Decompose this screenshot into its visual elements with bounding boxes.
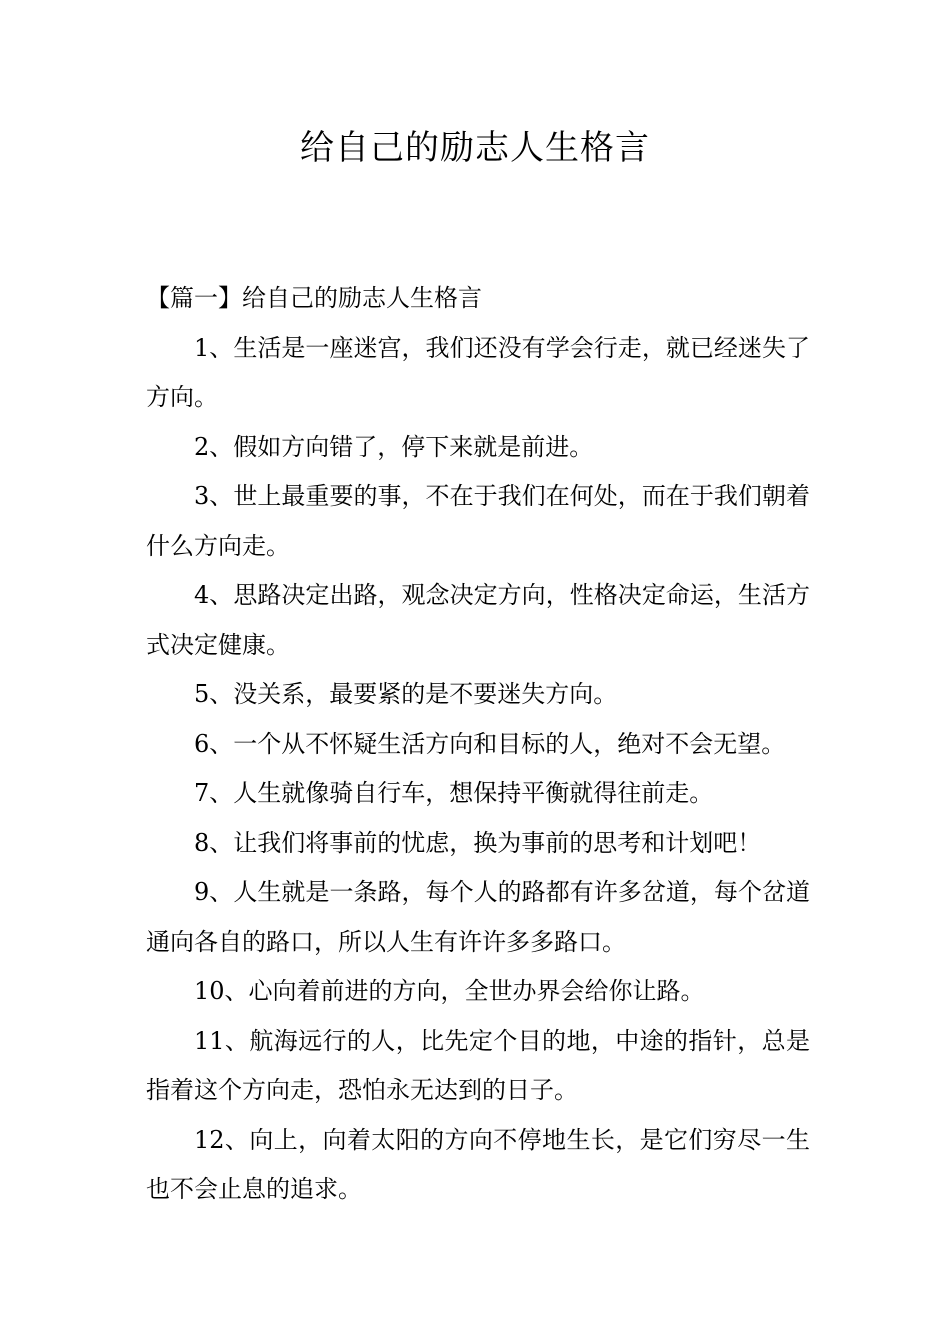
list-item: 8、让我们将事前的忧虑，换为事前的思考和计划吧！ <box>194 828 762 857</box>
document-title: 给自己的励志人生格言 <box>300 128 650 168</box>
list-item: 12、向上，向着太阳的方向不停地生长，是它们穷尽一生也不会止息的追求。 <box>146 1125 810 1203</box>
list-item: 6、一个从不怀疑生活方向和目标的人，绝对不会无望。 <box>194 729 786 758</box>
list-item: 4、思路决定出路，观念决定方向，性格决定命运，生活方式决定健康。 <box>146 581 810 659</box>
list-item: 9、人生就是一条路，每个人的路都有许多岔道，每个岔道通向各自的路口，所以人生有许许多多路口。 <box>146 878 810 956</box>
section-heading: 【篇一】给自己的励志人生格言 <box>146 284 482 312</box>
list-item: 10、心向着前进的方向，全世办界会给你让路。 <box>194 977 705 1005</box>
list-item: 2、假如方向错了，停下来就是前进。 <box>194 432 594 461</box>
list-item: 7、人生就像骑自行车，想保持平衡就得往前走。 <box>194 779 714 807</box>
list-item: 1、生活是一座迷宫，我们还没有学会行走，就已经迷失了方向。 <box>146 333 810 411</box>
list-item: 11、航海远行的人，比先定个目的地，中途的指针，总是指着这个方向走，恐怕永无达到的日子。 <box>146 1026 810 1104</box>
list-item: 5、没关系，最要紧的是不要迷失方向。 <box>194 680 618 708</box>
list-item: 3、世上最重要的事，不在于我们在何处，而在于我们朝着什么方向走。 <box>146 482 810 560</box>
document-body <box>146 274 810 1215</box>
